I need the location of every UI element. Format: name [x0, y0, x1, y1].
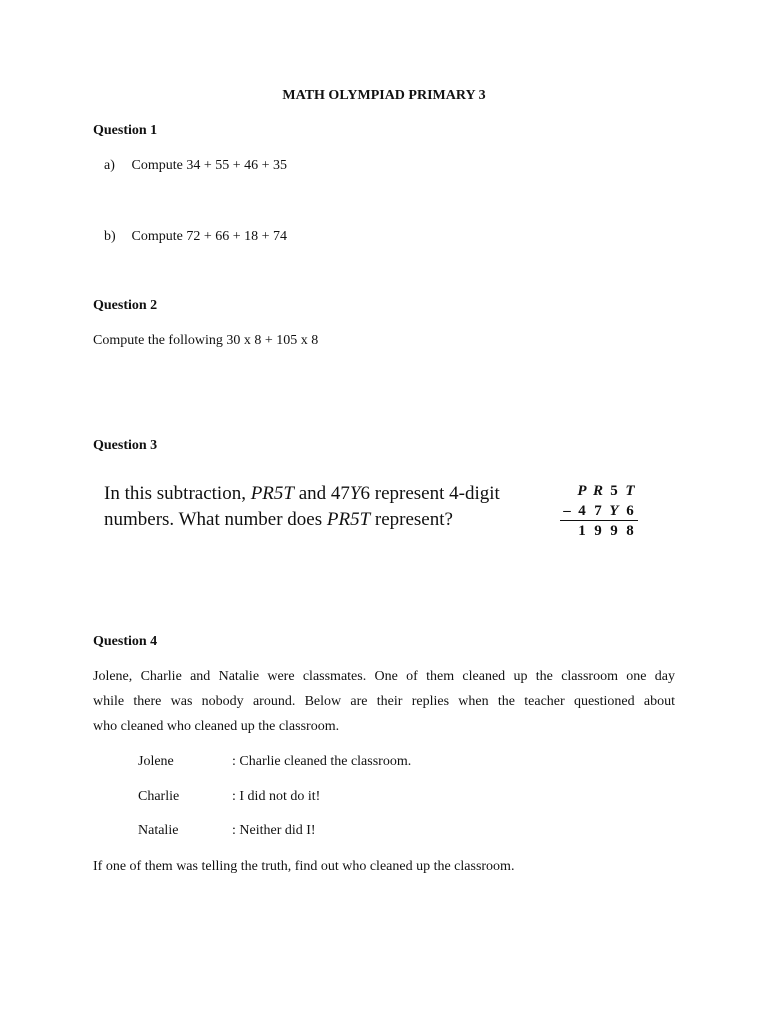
reply-name: Charlie: [138, 789, 180, 804]
reply-name: Natalie: [138, 823, 179, 838]
reply-natalie: [138, 823, 316, 839]
subtraction-subtrahend: – 4 7 Y 6: [560, 501, 638, 521]
reply-charlie: [138, 789, 320, 805]
question-4-para-line-1: Jolene, Charlie and Natalie were classmates. One of them cleaned up the classroom one day: [93, 669, 675, 684]
reply-text: : I did not do it!: [232, 789, 321, 804]
question-3-line-2: numbers. What number does PR5T represent?: [104, 509, 453, 530]
question-4-heading: Question 4: [93, 634, 158, 649]
question-3-line-1: In this subtraction, PR5T and 47Y6 represent 4-digit: [104, 483, 500, 504]
reply-text: : Charlie cleaned the classroom.: [232, 754, 412, 769]
question-4-para-line-2: while there was nobody around. Below are their replies when the teacher questioned about: [93, 694, 675, 709]
question-3-heading: Question 3: [93, 438, 158, 453]
reply-jolene: [138, 754, 411, 770]
subtraction-minuend: P R 5 T: [577, 483, 635, 499]
document-title: MATH OLYMPIAD PRIMARY 3: [282, 88, 486, 103]
question-2-text: Compute the following 30 x 8 + 105 x 8: [93, 333, 319, 348]
question-1-heading: Question 1: [93, 123, 158, 138]
subtraction-problem: [560, 481, 638, 541]
question-1b: [104, 229, 287, 245]
subtraction-rule: [560, 520, 638, 521]
reply-text: : Neither did I!: [232, 823, 316, 838]
question-4-paragraph: [93, 664, 675, 739]
question-1a-text: Compute 34 + 55 + 46 + 35: [131, 158, 288, 173]
question-1b-text: Compute 72 + 66 + 18 + 74: [131, 229, 288, 244]
question-1a-label: a): [104, 158, 115, 173]
question-1a: [104, 158, 287, 174]
reply-name: Jolene: [138, 754, 174, 769]
minus-sign: –: [563, 503, 571, 519]
subtraction-result: 1 9 9 8: [578, 523, 634, 539]
question-3-problem: [104, 481, 500, 533]
question-2-heading: Question 2: [93, 298, 158, 313]
question-4-para-line-3: who cleaned who cleaned up the classroom.: [93, 719, 340, 734]
question-1b-label: b): [104, 229, 116, 244]
question-4-closing: If one of them was telling the truth, find out who cleaned up the classroom.: [93, 859, 515, 874]
